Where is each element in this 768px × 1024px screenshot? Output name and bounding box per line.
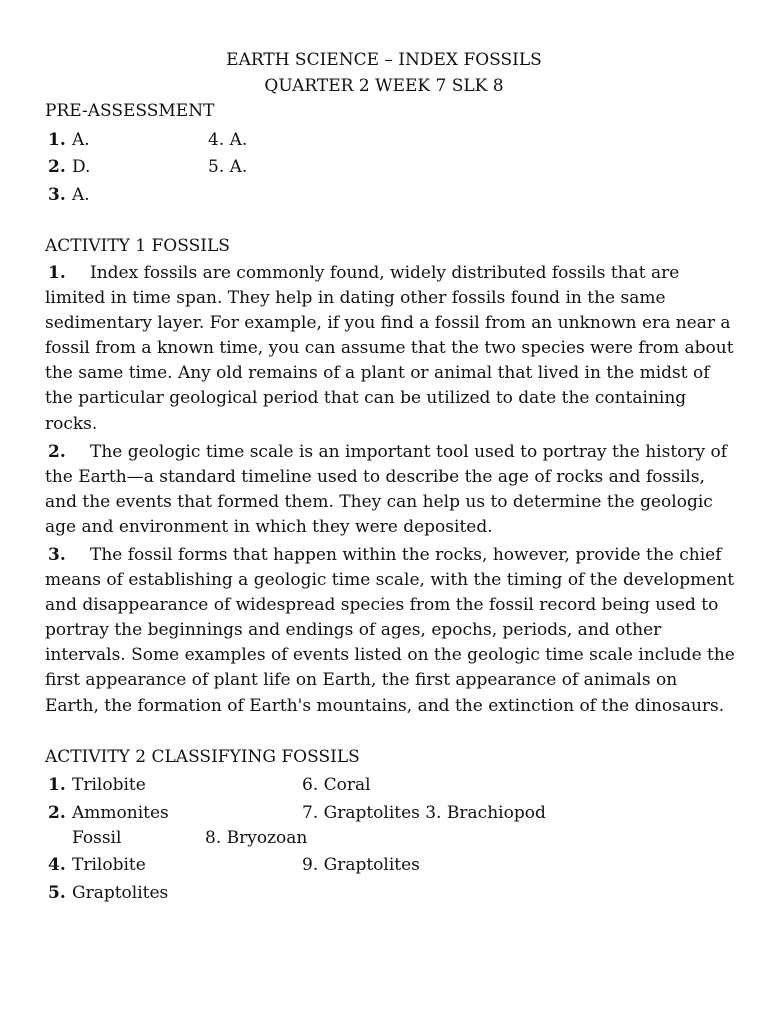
activity2-answer: Ammonites	[72, 803, 169, 823]
pre-assessment-answer: A.	[72, 185, 90, 205]
activity1-answer-text: Index fossils are commonly found, widely distributed fossils that are limited in time span. They help in dating other fossils found in the same sedimentary layer. For example, if you find a fossil from an unknown era near a fossil from a known time, you can assume that the two species were from about the same time. Any old remains of a plant or animal that lived in the midst of the particular geological period that can be utilized to date the containing rocks.	[45, 263, 734, 434]
activity2-number: 4.	[48, 855, 66, 875]
pre-assessment-heading: PRE-ASSESSMENT	[45, 101, 215, 121]
activity2-answer: Graptolites	[72, 883, 169, 903]
activity2-number: 1.	[48, 775, 66, 795]
activity2-number: 2.	[48, 803, 66, 823]
activity2-answer: Trilobite	[72, 855, 146, 875]
activity2-answer: 7. Graptolites 3. Brachiopod	[302, 803, 546, 823]
pre-assessment-number: 1.	[48, 130, 66, 150]
activity1-answer-number: 3.	[48, 545, 66, 565]
activity1-answer	[45, 261, 735, 437]
pre-assessment-number: 2.	[48, 157, 66, 177]
activity1-answer	[45, 440, 735, 540]
activity1-answer-number: 2.	[48, 442, 66, 462]
pre-assessment-number: 3.	[48, 185, 66, 205]
pre-assessment-answer: 5. A.	[208, 157, 248, 177]
activity2-answer: Trilobite	[72, 775, 146, 795]
activity2-answer: 6. Coral	[302, 775, 371, 795]
pre-assessment-answer: A.	[72, 130, 90, 150]
activity1-answer-number: 1.	[48, 263, 66, 283]
pre-assessment-answer: 4. A.	[208, 130, 248, 150]
activity2-answer: 8. Bryozoan	[205, 828, 308, 848]
activity2-answer: 9. Graptolites	[302, 855, 420, 875]
activity2-number: 5.	[48, 883, 66, 903]
activity2-heading: ACTIVITY 2 CLASSIFYING FOSSILS	[45, 747, 360, 767]
pre-assessment-answer: D.	[72, 157, 91, 177]
activity1-answer-text: The geologic time scale is an important tool used to portray the history of the Earth—a standard timeline used to describe the age of rocks and fossils, and the events that formed them. They can help us to determine the geologic age and environment in which they were deposited.	[45, 442, 728, 538]
document-title: EARTH SCIENCE – INDEX FOSSILS	[226, 50, 542, 70]
activity2-answer: Fossil	[72, 828, 122, 848]
activity1-answer-text: The fossil forms that happen within the rocks, however, provide the chief means of establishing a geologic time scale, with the timing of the development and disappearance of widespread species from the fossil record being used to portray the beginnings and endings of ages, epochs, periods, and other intervals. Some examples of events listed on the geologic time scale include the first appearance of plant life on Earth, the first appearance of animals on Earth, the formation of Earth's mountains, and the extinction of the dinosaurs.	[45, 545, 735, 716]
activity1-answer	[45, 543, 735, 719]
document-subtitle: QUARTER 2 WEEK 7 SLK 8	[264, 76, 504, 96]
activity1-heading: ACTIVITY 1 FOSSILS	[45, 236, 230, 256]
